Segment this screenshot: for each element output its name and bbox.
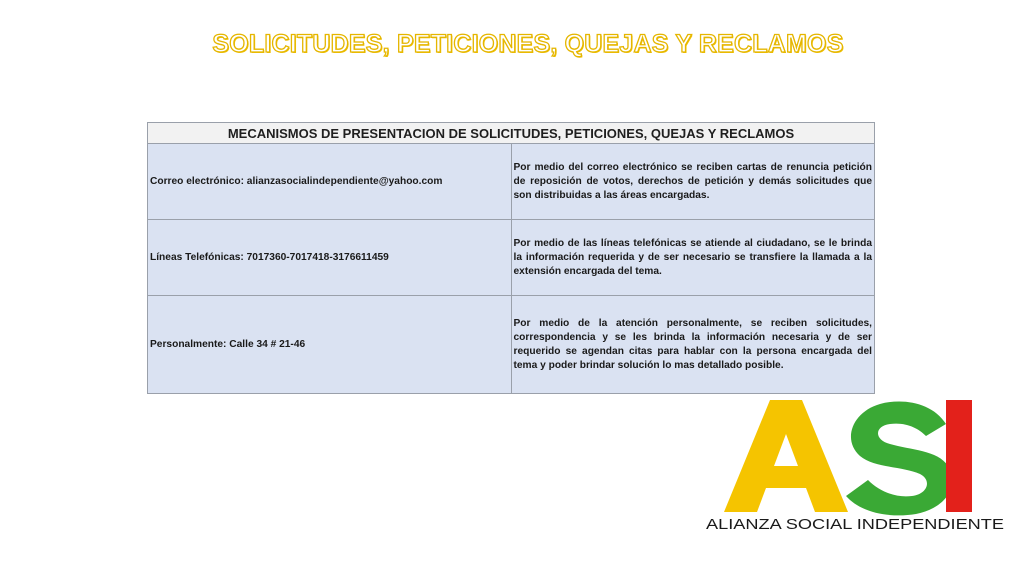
mechanisms-table (147, 122, 875, 394)
asi-logo (702, 396, 1012, 536)
logo-letter-a (724, 400, 848, 512)
logo-letter-i (946, 400, 972, 512)
table-row (148, 220, 875, 296)
channel-email: Correo electrónico: alianzasocialindependiente@yahoo.com (148, 144, 512, 220)
table-row (148, 296, 875, 394)
channel-in-person: Personalmente: Calle 34 # 21-46 (148, 296, 512, 394)
description-in-person: Por medio de la atención personalmente, se reciben solicitudes, correspondencia y se les brinda la información necesaria y de ser requerido se agendan citas para hablar con la persona encargada del tema y poder brindar solución lo mas detallado posible. (511, 296, 875, 394)
page-title: SOLICITUDES, PETICIONES, QUEJAS Y RECLAMOS (212, 30, 844, 58)
logo-letter-s (846, 401, 952, 515)
logo-tagline: ALIANZA SOCIAL INDEPENDIENTE (706, 517, 1005, 533)
table-row (148, 144, 875, 220)
description-email: Por medio del correo electrónico se reciben cartas de renuncia petición de reposición de votos, derechos de petición y demás solicitudes que son distribuidas a las áreas encargadas. (511, 144, 875, 220)
description-phone: Por medio de las líneas telefónicas se atiende al ciudadano, se le brinda la información requerida y de ser necesario se transfiere la llamada a la extensión encargada del tema. (511, 220, 875, 296)
table-header-row (148, 123, 875, 144)
table-header: MECANISMOS DE PRESENTACION DE SOLICITUDES, PETICIONES, QUEJAS Y RECLAMOS (148, 123, 875, 144)
channel-phone: Líneas Telefónicas: 7017360-7017418-3176611459 (148, 220, 512, 296)
